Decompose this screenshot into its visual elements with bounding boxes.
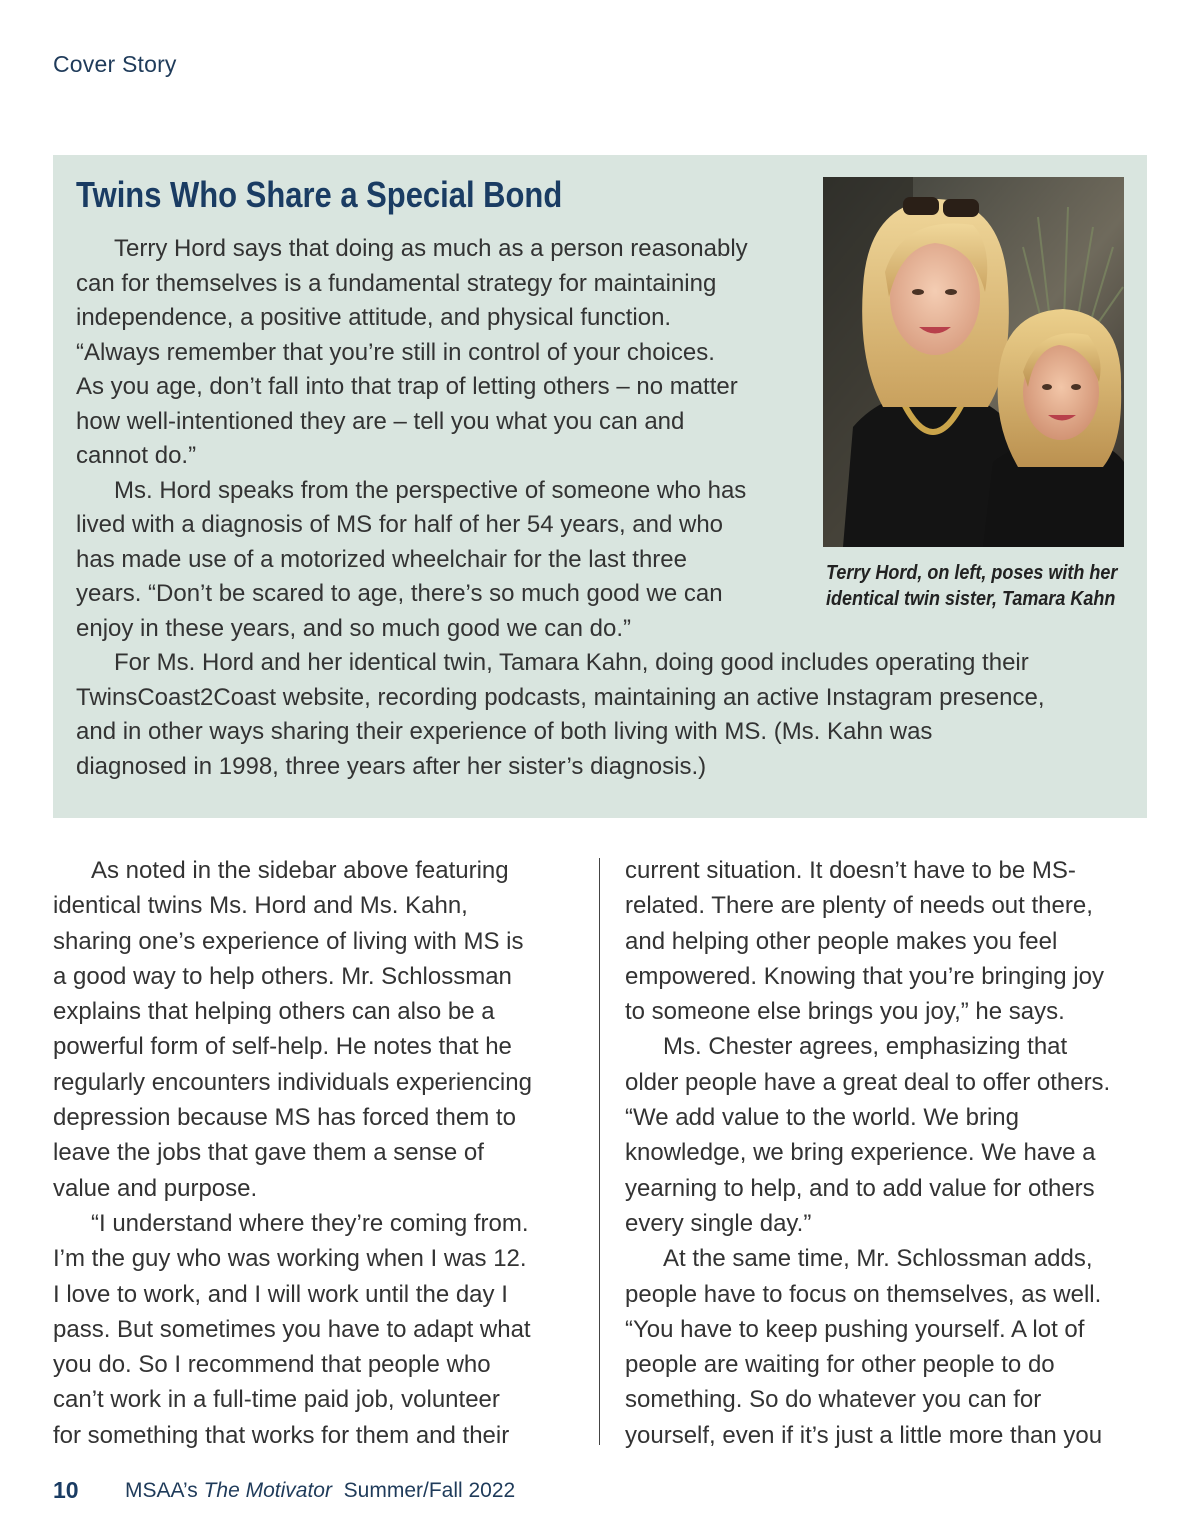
body-line: yourself, even if it’s just a little more than you bbox=[625, 1421, 1103, 1449]
caption-line: identical twin sister, Tamara Kahn bbox=[826, 588, 1116, 610]
sidebar-body-text bbox=[76, 232, 1045, 784]
sidebar-line: has made use of a motorized wheelchair for the last three bbox=[76, 545, 687, 573]
body-line: “I understand where they’re coming from. bbox=[91, 1209, 529, 1237]
body-line: leave the jobs that gave them a sense of bbox=[53, 1139, 484, 1167]
publication-line bbox=[125, 1479, 515, 1503]
sidebar-line: lived with a diagnosis of MS for half of her 54 years, and who bbox=[76, 511, 724, 538]
body-line: powerful form of self-help. He notes that he bbox=[53, 1033, 512, 1061]
sidebar-line: years. “Don’t be scared to age, there’s so much good we can bbox=[76, 580, 723, 607]
column-divider bbox=[599, 858, 600, 1445]
body-line: older people have a great deal to offer others. bbox=[625, 1068, 1111, 1096]
sidebar-line: Terry Hord says that doing as much as a person reasonably bbox=[114, 235, 748, 262]
body-line: people are waiting for other people to do bbox=[625, 1351, 1055, 1379]
section-label: Cover Story bbox=[53, 51, 177, 77]
sidebar-line: diagnosed in 1998, three years after her sister’s diagnosis.) bbox=[76, 752, 707, 780]
body-line: As noted in the sidebar above featuring bbox=[91, 857, 509, 884]
publisher-name: MSAA’s bbox=[125, 1479, 198, 1502]
body-line: “You have to keep pushing yourself. A lot of bbox=[625, 1315, 1085, 1343]
body-line: regularly encounters individuals experiencing bbox=[53, 1068, 532, 1096]
body-line: “We add value to the world. We bring bbox=[625, 1104, 1019, 1132]
body-line: related. There are plenty of needs out there, bbox=[625, 892, 1093, 920]
body-line: identical twins Ms. Hord and Ms. Kahn, bbox=[53, 892, 468, 920]
body-line: can’t work in a full-time paid job, volunteer bbox=[53, 1386, 500, 1414]
page-number: 10 bbox=[53, 1477, 79, 1503]
sidebar-line: enjoy in these years, and so much good we can do.” bbox=[76, 614, 631, 642]
sidebar-line: can for themselves is a fundamental strategy for maintaining bbox=[76, 269, 717, 297]
body-line: current situation. It doesn’t have to be MS- bbox=[625, 857, 1076, 884]
publication-title: The Motivator bbox=[203, 1479, 332, 1502]
body-line: I’m the guy who was working when I was 12. bbox=[53, 1245, 527, 1273]
twins-sidebar bbox=[53, 155, 1147, 818]
body-line: you do. So I recommend that people who bbox=[53, 1351, 491, 1379]
body-line: yearning to help, and to add value for others bbox=[625, 1174, 1095, 1202]
sidebar-line: independence, a positive attitude, and physical function. bbox=[76, 304, 672, 331]
body-line: explains that helping others can also be a bbox=[53, 998, 495, 1026]
body-line: every single day.” bbox=[625, 1209, 812, 1237]
body-line: for something that works for them and their bbox=[53, 1421, 510, 1449]
sidebar-line: TwinsCoast2Coast website, recording podcasts, maintaining an active Instagram presence, bbox=[76, 683, 1045, 711]
body-line: depression because MS has forced them to bbox=[53, 1104, 516, 1132]
article-column-left bbox=[53, 853, 532, 1453]
sidebar-line: Ms. Hord speaks from the perspective of someone who has bbox=[114, 476, 747, 504]
sidebar-line: cannot do.” bbox=[76, 442, 197, 469]
sidebar-line: how well-intentioned they are – tell you what you can and bbox=[76, 407, 685, 435]
body-line: pass. But sometimes you have to adapt what bbox=[53, 1315, 531, 1343]
body-line: value and purpose. bbox=[53, 1174, 258, 1202]
article-column-right bbox=[625, 853, 1110, 1453]
body-line: I love to work, and I will work until the day I bbox=[53, 1280, 508, 1308]
body-line: and helping other people makes you feel bbox=[625, 927, 1058, 955]
body-line: a good way to help others. Mr. Schlossman bbox=[53, 962, 512, 990]
body-line: Ms. Chester agrees, emphasizing that bbox=[663, 1033, 1068, 1061]
body-line: to someone else brings you joy,” he says. bbox=[625, 998, 1065, 1026]
sidebar-line: As you age, don’t fall into that trap of letting others – no matter bbox=[76, 373, 738, 400]
body-line: At the same time, Mr. Schlossman adds, bbox=[663, 1245, 1093, 1273]
body-line: sharing one’s experience of living with MS is bbox=[53, 927, 524, 955]
issue-date: Summer/Fall 2022 bbox=[343, 1479, 516, 1502]
body-line: knowledge, we bring experience. We have a bbox=[625, 1139, 1096, 1167]
sidebar-title: Twins Who Share a Special Bond bbox=[76, 174, 563, 215]
sidebar-line: and in other ways sharing their experience of both living with MS. (Ms. Kahn was bbox=[76, 718, 933, 745]
caption-line: Terry Hord, on left, poses with her bbox=[826, 562, 1118, 584]
sidebar-line: For Ms. Hord and her identical twin, Tamara Kahn, doing good includes operating their bbox=[114, 649, 1029, 676]
body-line: empowered. Knowing that you’re bringing joy bbox=[625, 962, 1104, 990]
body-line: people have to focus on themselves, as well. bbox=[625, 1280, 1102, 1308]
body-line: something. So do whatever you can for bbox=[625, 1386, 1042, 1414]
sidebar-line: “Always remember that you’re still in control of your choices. bbox=[76, 338, 715, 366]
